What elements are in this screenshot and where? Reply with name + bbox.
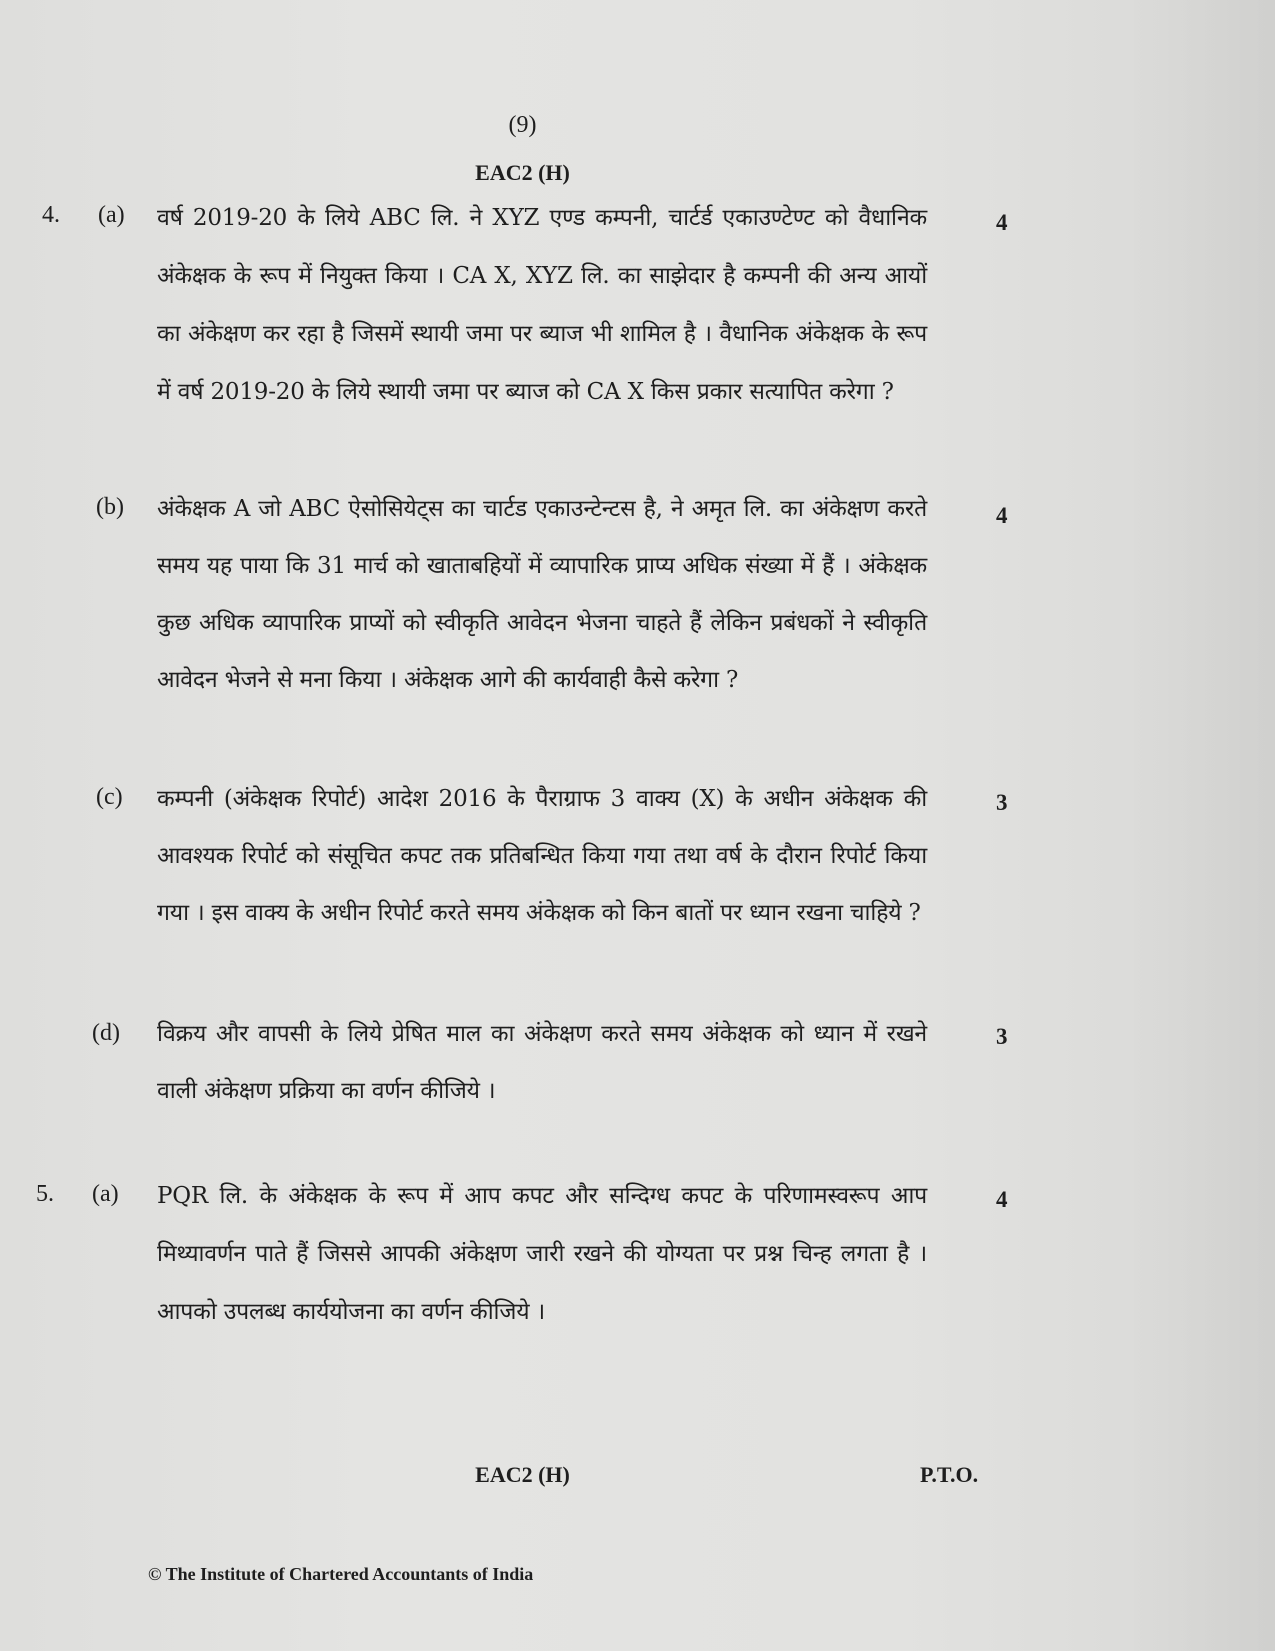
marks: 3 <box>996 790 1008 815</box>
pto-label: P.T.O. <box>920 1462 979 1487</box>
question-number: 5. <box>36 1181 54 1207</box>
question-text: वर्ष 2019-20 के लिये ABC लि. ने XYZ एण्ड कम्पनी, चार्टर्ड एकाउण्टेण्ट को वैधानिक अंकेक्षक के रूप में नियुक्त किया । CA X, XYZ लि. का साझेदार है कम्पनी की अन्य आयों का अंकेक्षण कर रहा है जिसमें स्थायी जमा पर ब्याज भी शामिल है । वैधानिक अंकेक्षक के रूप में वर्ष 2019-20 के लिये स्थायी जमा पर ब्याज को CA X किस प्रकार सत्यापित करेगा ? <box>157 205 927 405</box>
question-text: विक्रय और वापसी के लिये प्रेषित माल का अंकेक्षण करते समय अंकेक्षक को ध्यान में रखने वाली अंकेक्षण प्रक्रिया का वर्णन कीजिये । <box>157 1021 927 1104</box>
paper-code-header: EAC2 (H) <box>475 160 570 185</box>
marks: 4 <box>996 503 1008 528</box>
part-label: (d) <box>92 1020 120 1046</box>
page-shadow <box>1125 0 1275 1651</box>
marks: 4 <box>996 210 1008 235</box>
part-label: (a) <box>92 1181 119 1207</box>
part-label: (c) <box>96 784 123 810</box>
question-text: कम्पनी (अंकेक्षक रिपोर्ट) आदेश 2016 के पैराग्राफ 3 वाक्य (X) के अधीन अंकेक्षक की आवश्यक रिपोर्ट को संसूचित कपट तक प्रतिबन्धित किया गया तथा वर्ष के दौरान रिपोर्ट किया गया । इस वाक्य के अधीन रिपोर्ट करते समय अंकेक्षक को किन बातों पर ध्यान रखना चाहिये ? <box>157 786 927 926</box>
part-label: (b) <box>96 494 124 520</box>
marks: 4 <box>996 1187 1008 1212</box>
question-text: अंकेक्षक A जो ABC ऐसोसियेट्स का चार्टड एकाउन्टेन्टस है, ने अमृत लि. का अंकेक्षण करते समय यह पाया कि 31 मार्च को खाताबहियों में व्यापारिक प्राप्य अधिक संख्या में हैं । अंकेक्षक कुछ अधिक व्यापारिक प्राप्यों को स्वीकृति आवेदन भेजना चाहते हैं लेकिन प्रबंधकों ने स्वीकृति आवेदन भेजने से मना किया । अंकेक्षक आगे की कार्यवाही कैसे करेगा ? <box>157 496 927 693</box>
question-text: PQR लि. के अंकेक्षक के रूप में आप कपट और सन्दिग्ध कपट के परिणामस्वरूप आप मिथ्यावर्णन पाते हैं जिससे आपकी अंकेक्षण जारी रखने की योग्यता पर प्रश्न चिन्ह लगता है । आपको उपलब्ध कार्ययोजना का वर्णन कीजिये । <box>157 1183 927 1325</box>
page-number: (9) <box>508 112 537 138</box>
question-number: 4. <box>42 202 60 228</box>
marks: 3 <box>996 1024 1008 1049</box>
part-label: (a) <box>98 202 125 228</box>
paper-code-footer: EAC2 (H) <box>475 1462 570 1487</box>
copyright-notice: © The Institute of Chartered Accountants of India <box>148 1564 534 1584</box>
